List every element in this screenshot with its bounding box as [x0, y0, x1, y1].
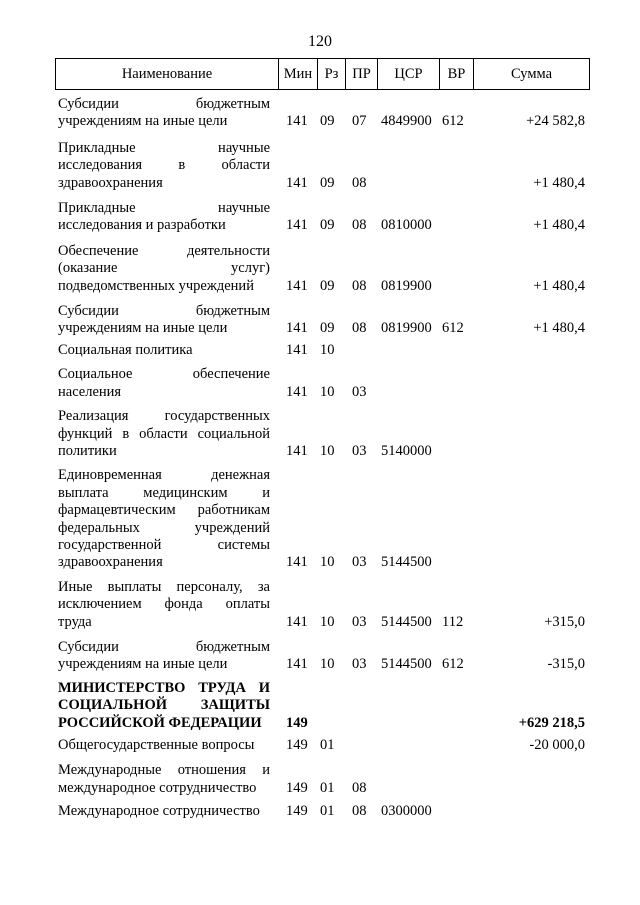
table-body — [0, 90, 640, 821]
row-pr: 03 — [352, 442, 367, 459]
table-row — [0, 96, 640, 131]
row-name-line: Единовременная денежная — [58, 467, 270, 484]
row-name-line: функций в области социальной — [58, 425, 270, 442]
header-min: Мин — [279, 59, 318, 90]
row-pr: 03 — [352, 554, 367, 571]
row-sum: +315,0 — [544, 613, 585, 630]
row-pr: 08 — [352, 217, 367, 234]
row-min: 141 — [286, 174, 308, 191]
row-name-line: здравоохранения — [58, 174, 163, 191]
row-name-line: выплата медицинским и — [58, 484, 270, 501]
row-rz: 09 — [320, 217, 335, 234]
header-csr: ЦСР — [378, 59, 440, 90]
row-min: 149 — [286, 714, 308, 731]
header-vr: ВР — [440, 59, 474, 90]
row-sum: -20 000,0 — [529, 737, 585, 753]
row-pr: 03 — [352, 613, 367, 630]
row-sum: +1 480,4 — [533, 217, 585, 234]
row-min: 141 — [286, 613, 308, 630]
row-name-line: Международные отношения и — [58, 762, 270, 779]
row-name-line: Субсидии бюджетным — [58, 303, 270, 320]
row-name — [58, 140, 270, 192]
row-rz: 01 — [320, 779, 335, 796]
row-sum: +1 480,4 — [533, 277, 585, 294]
row-name — [58, 342, 270, 359]
row-csr: 5144500 — [381, 554, 432, 571]
row-name-line: Международное сотрудничество — [58, 803, 260, 820]
table-row — [0, 243, 640, 295]
row-rz: 10 — [320, 554, 335, 571]
table-row — [0, 408, 640, 460]
row-name-line: фармацевтическим работникам — [58, 502, 270, 519]
row-name-line: (оказание услуг) — [58, 260, 270, 277]
table-row — [0, 639, 640, 674]
row-name-line: политики — [58, 442, 117, 459]
table-row — [0, 762, 640, 797]
row-pr: 08 — [352, 803, 367, 820]
row-rz: 10 — [320, 656, 335, 673]
row-name — [58, 200, 270, 235]
row-name — [58, 579, 270, 631]
row-sum: +1 480,4 — [533, 174, 585, 191]
row-min: 149 — [286, 803, 308, 820]
row-name-line: РОССИЙСКОЙ ФЕДЕРАЦИИ — [58, 714, 262, 731]
row-name — [58, 803, 270, 820]
row-sum: +24 582,8 — [526, 113, 585, 130]
row-name — [58, 366, 270, 401]
row-name — [58, 243, 270, 295]
row-rz: 10 — [320, 383, 335, 400]
table-row — [0, 467, 640, 571]
row-name-line: труда — [58, 613, 92, 630]
table-row — [0, 366, 640, 401]
row-rz: 09 — [320, 277, 335, 294]
table-row — [0, 200, 640, 235]
row-name-line: здравоохранения — [58, 554, 163, 571]
row-csr: 0819900 — [381, 320, 432, 337]
row-min: 141 — [286, 656, 308, 673]
row-pr: 08 — [352, 779, 367, 796]
table-row — [0, 579, 640, 631]
row-name — [58, 762, 270, 797]
row-min: 141 — [286, 320, 308, 337]
table-header — [55, 58, 590, 90]
row-csr: 5144500 — [381, 613, 432, 630]
row-name — [58, 96, 270, 131]
header-pr: ПР — [346, 59, 378, 90]
row-csr: 5144500 — [381, 656, 432, 673]
row-min: 141 — [286, 383, 308, 400]
row-pr: 08 — [352, 174, 367, 191]
row-name-line: Иные выплаты персоналу, за — [58, 578, 270, 595]
row-min: 149 — [286, 779, 308, 796]
row-name-line: Субсидии бюджетным — [58, 638, 270, 655]
row-pr: 03 — [352, 383, 367, 400]
row-csr: 0300000 — [381, 803, 432, 820]
row-csr: 5140000 — [381, 442, 432, 459]
table-row — [0, 140, 640, 192]
row-name — [58, 467, 270, 571]
row-min: 141 — [286, 442, 308, 459]
row-rz: 10 — [320, 341, 335, 358]
row-sum: -315,0 — [547, 656, 585, 673]
row-name — [58, 408, 270, 460]
row-rz: 10 — [320, 613, 335, 630]
row-rz: 01 — [320, 737, 335, 753]
row-pr: 03 — [352, 656, 367, 673]
row-name-line: учреждениям на иные цели — [58, 656, 228, 673]
row-name-line: Социальное обеспечение — [58, 366, 270, 383]
table-row — [0, 737, 640, 754]
row-name-line: государственной системы — [58, 536, 270, 553]
table-row — [0, 303, 640, 338]
row-vr: 612 — [442, 320, 464, 337]
row-name — [58, 639, 270, 674]
row-csr: 0819900 — [381, 277, 432, 294]
row-name-line: СОЦИАЛЬНОЙ ЗАЩИТЫ — [58, 697, 270, 714]
row-csr: 4849900 — [381, 113, 432, 130]
row-name-line: МИНИСТЕРСТВО ТРУДА И — [58, 679, 270, 696]
row-min: 141 — [286, 341, 308, 358]
table-row — [0, 342, 640, 359]
page-number: 120 — [308, 33, 332, 50]
row-vr: 612 — [442, 656, 464, 673]
row-name-line: учреждениям на иные цели — [58, 113, 228, 130]
row-name — [58, 303, 270, 338]
row-rz: 10 — [320, 442, 335, 459]
table-row — [0, 680, 640, 732]
header-name: Наименование — [56, 59, 279, 90]
row-name-line: исследования и разработки — [58, 217, 226, 234]
row-sum: +629 218,5 — [518, 714, 585, 731]
row-name — [58, 680, 270, 732]
row-csr: 0810000 — [381, 217, 432, 234]
row-pr: 08 — [352, 320, 367, 337]
header-sum: Сумма — [474, 59, 590, 90]
row-name — [58, 737, 270, 754]
row-vr: 112 — [442, 613, 464, 630]
row-name-line: федеральных учреждений — [58, 519, 270, 536]
row-min: 141 — [286, 113, 308, 130]
row-rz: 09 — [320, 174, 335, 191]
row-name-line: международное сотрудничество — [58, 779, 257, 796]
row-name-line: Общегосударственные вопросы — [58, 737, 255, 753]
row-min: 141 — [286, 277, 308, 294]
row-name-line: подведомственных учреждений — [58, 277, 254, 294]
header-rz: Рз — [318, 59, 346, 90]
row-pr: 08 — [352, 277, 367, 294]
row-name-line: Обеспечение деятельности — [58, 242, 270, 259]
row-name-line: исследования в области — [58, 157, 270, 174]
row-min: 149 — [286, 737, 308, 753]
row-sum: +1 480,4 — [533, 320, 585, 337]
row-name-line: населения — [58, 383, 122, 400]
row-name-line: учреждениям на иные цели — [58, 320, 228, 337]
row-pr: 07 — [352, 113, 367, 130]
row-rz: 09 — [320, 113, 335, 130]
table-row — [0, 803, 640, 820]
row-vr: 612 — [442, 113, 464, 130]
row-min: 141 — [286, 554, 308, 571]
row-name-line: Прикладные научные — [58, 200, 270, 217]
row-rz: 09 — [320, 320, 335, 337]
row-rz: 01 — [320, 803, 335, 820]
row-name-line: Прикладные научные — [58, 139, 270, 156]
row-name-line: Социальная политика — [58, 341, 193, 358]
row-name-line: исключением фонда оплаты — [58, 596, 270, 613]
row-min: 141 — [286, 217, 308, 234]
row-name-line: Реализация государственных — [58, 408, 270, 425]
row-name-line: Субсидии бюджетным — [58, 96, 270, 112]
